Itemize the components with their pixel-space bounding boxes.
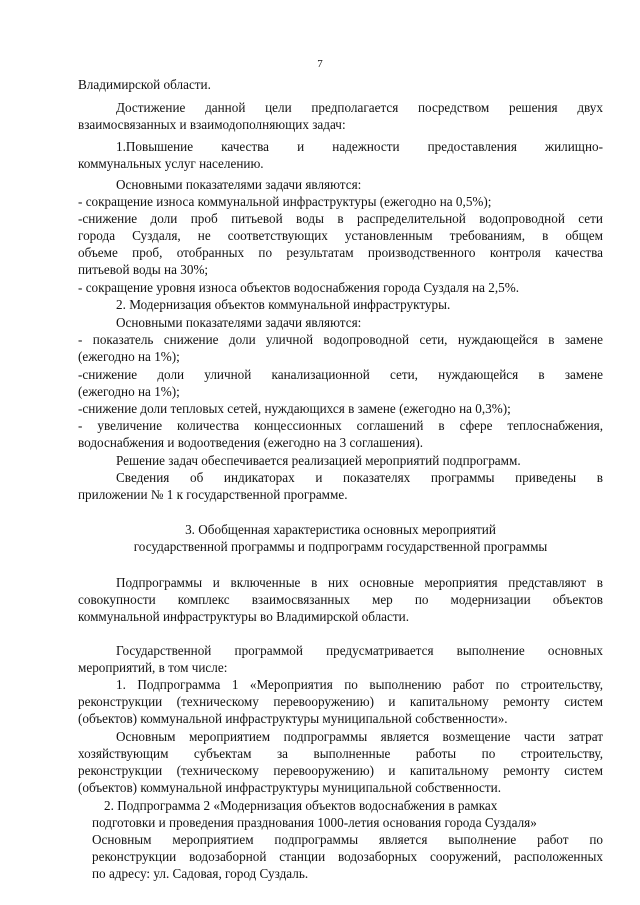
text-line: (ежегодно на 1%); (78, 384, 180, 399)
text-line: хозяйствующим субъектам за выполненные работы по строительству, (78, 746, 603, 761)
text-line: Основными показателями задачи являются: (116, 177, 362, 192)
text-line: Решение задач обеспечивается реализацией мероприятий подпрограмм. (116, 453, 521, 468)
text-line: питьевой воды на 30%; (78, 262, 209, 277)
text-line: взаимосвязанных и взаимодополняющих задач: (78, 117, 346, 132)
text-line: Сведения об индикаторах и показателях программы приведены в (116, 470, 603, 485)
section-heading: 3. Обобщенная характеристика основных мероприятий (185, 522, 496, 537)
text-line: -снижение доли тепловых сетей, нуждающихся в замене (ежегодно на 0,3%); (78, 401, 511, 416)
text-line: города Суздаля, не соответствующих установленным требованиям, в общем (78, 228, 603, 243)
text-line: мероприятий, в том числе: (78, 660, 228, 675)
text-line: коммунальных услуг населению. (78, 156, 264, 171)
text-line: совокупности комплекс взаимосвязанных мер по модернизации объектов (78, 592, 603, 607)
text-line: (ежегодно на 1%); (78, 349, 180, 364)
section-heading: государственной программы и подпрограмм государственной программы (133, 539, 548, 554)
text-line: реконструкции (техническому перевооружению) и капитальному ремонту систем (78, 694, 603, 709)
text-line: Основным мероприятием подпрограммы является выполнение работ по (92, 832, 603, 847)
text-line: Основными показателями задачи являются: (116, 315, 362, 330)
text-line: по адресу: ул. Садовая, город Суздаль. (92, 866, 309, 881)
text-line: Подпрограммы и включенные в них основные мероприятия представляют в (116, 575, 603, 590)
text-line: реконструкции водозаборной станции водозаборных сооружений, расположенных (92, 849, 603, 864)
text-line: -снижение доли проб питьевой воды в распределительной водопроводной сети (78, 211, 603, 226)
text-line: -снижение доли уличной канализационной сети, нуждающейся в замене (78, 367, 603, 382)
text-line: 1. Подпрограмма 1 «Мероприятия по выполнению работ по строительству, (116, 677, 603, 692)
text-line: - показатель снижение доли уличной водопроводной сети, нуждающейся в замене (78, 332, 603, 347)
text-line: Государственной программой предусматривается выполнение основных (116, 643, 603, 658)
text-line: (объектов) коммунальной инфраструктуры муниципальной собственности. (78, 780, 502, 795)
text-line: - увеличение количества концессионных соглашений в сфере теплоснабжения, (78, 418, 603, 433)
text-line: Основным мероприятием подпрограммы является возмещение части затрат (116, 729, 603, 744)
text-line: водоснабжения и водоотведения (ежегодно на 3 соглашения). (78, 435, 424, 450)
text-line: Достижение данной цели предполагается посредством решения двух (116, 100, 603, 115)
page-number: 7 (317, 58, 323, 70)
text-line: 2. Подпрограмма 2 «Модернизация объектов водоснабжения в рамках (104, 798, 498, 813)
text-line: (объектов) коммунальной инфраструктуры муниципальной собственности». (78, 711, 508, 726)
text-line: приложении № 1 к государственной программе. (78, 487, 348, 502)
text-line: реконструкции (техническому перевооружению) и капитальному ремонту систем (78, 763, 603, 778)
text-line: 2. Модернизация объектов коммунальной инфраструктуры. (116, 297, 451, 312)
text-line: - сокращение уровня износа объектов водоснабжения города Суздаля на 2,5%. (78, 280, 520, 295)
text-line: коммунальной инфраструктуры во Владимирской области. (78, 609, 409, 624)
text-line: Владимирской области. (78, 77, 211, 92)
text-line: 1.Повышение качества и надежности предоставления жилищно- (116, 139, 603, 154)
text-line: - сокращение износа коммунальной инфраструктуры (ежегодно на 0,5%); (78, 194, 492, 209)
text-line: подготовки и проведения празднования 1000-летия основания города Суздаля» (92, 815, 537, 830)
text-line: объеме проб, отобранных по результатам производственного контроля качества (78, 245, 603, 260)
